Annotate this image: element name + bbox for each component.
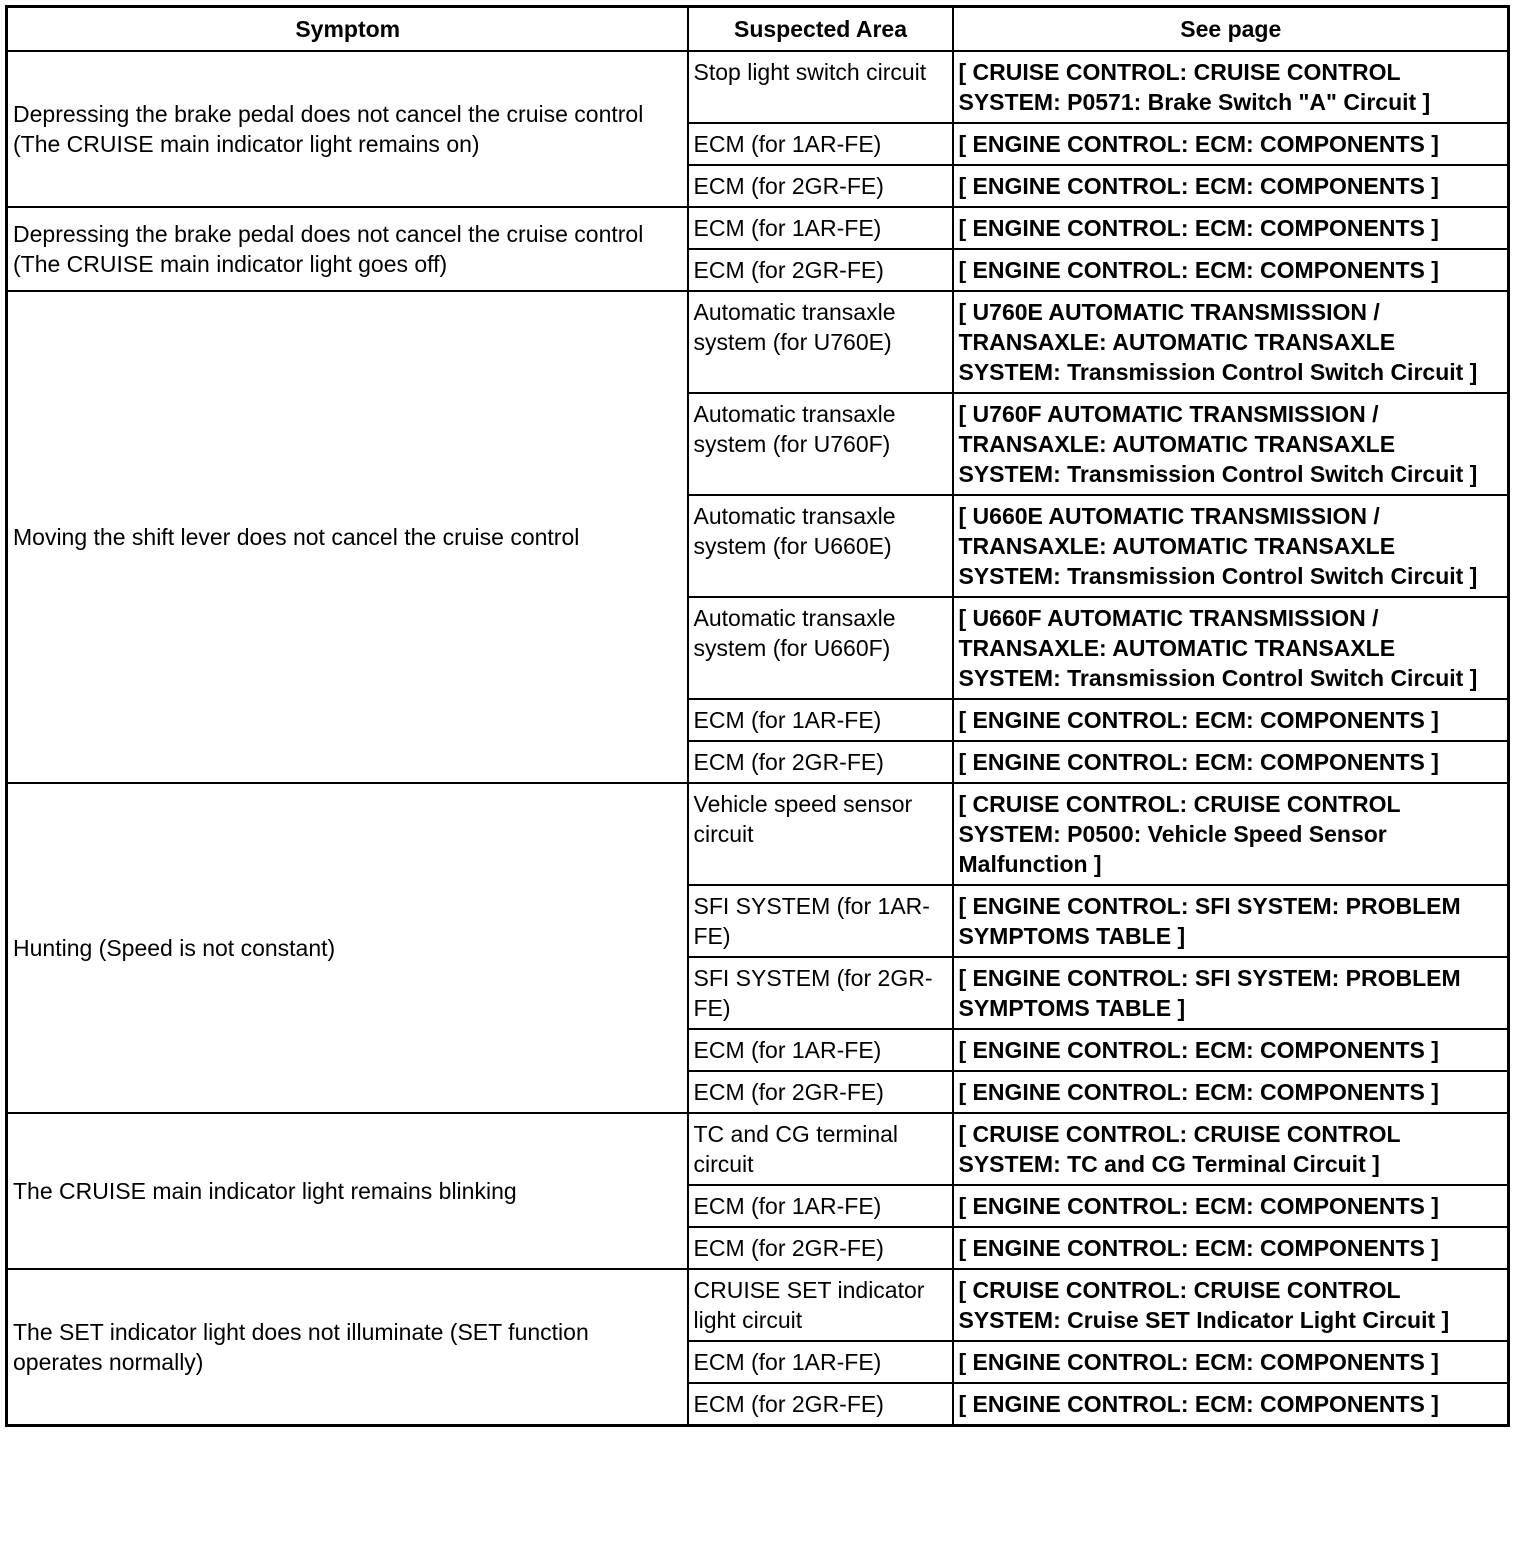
symptom-cell: The SET indicator light does not illuminate (SET function operates normally) xyxy=(7,1269,688,1426)
see-page-reference[interactable]: [ ENGINE CONTROL: SFI SYSTEM: PROBLEM SYMPTOMS TABLE ] xyxy=(953,957,1509,1029)
see-page-reference[interactable]: [ U660E AUTOMATIC TRANSMISSION / TRANSAXLE: AUTOMATIC TRANSAXLE SYSTEM: Transmission Control Switch Circuit ] xyxy=(953,495,1509,597)
table-row xyxy=(7,51,1509,123)
table-row xyxy=(7,1113,1509,1185)
problem-symptoms-table xyxy=(5,5,1510,1427)
symptom-cell: The CRUISE main indicator light remains blinking xyxy=(7,1113,688,1269)
suspected-area-cell: ECM (for 1AR-FE) xyxy=(688,699,953,741)
suspected-area-cell: CRUISE SET indicator light circuit xyxy=(688,1269,953,1341)
header-suspected-area: Suspected Area xyxy=(688,7,953,52)
suspected-area-cell: TC and CG terminal circuit xyxy=(688,1113,953,1185)
suspected-area-cell: SFI SYSTEM (for 2GR-FE) xyxy=(688,957,953,1029)
suspected-area-cell: ECM (for 2GR-FE) xyxy=(688,165,953,207)
table-body xyxy=(7,51,1509,1426)
suspected-area-cell: SFI SYSTEM (for 1AR-FE) xyxy=(688,885,953,957)
suspected-area-cell: Automatic transaxle system (for U660E) xyxy=(688,495,953,597)
see-page-reference[interactable]: [ ENGINE CONTROL: ECM: COMPONENTS ] xyxy=(953,1227,1509,1269)
suspected-area-cell: ECM (for 1AR-FE) xyxy=(688,1029,953,1071)
see-page-reference[interactable]: [ ENGINE CONTROL: ECM: COMPONENTS ] xyxy=(953,1383,1509,1426)
table-row xyxy=(7,783,1509,885)
problem-symptoms-table-container xyxy=(5,5,1507,1427)
suspected-area-cell: ECM (for 1AR-FE) xyxy=(688,1341,953,1383)
see-page-reference[interactable]: [ U660F AUTOMATIC TRANSMISSION / TRANSAXLE: AUTOMATIC TRANSAXLE SYSTEM: Transmission Control Switch Circuit ] xyxy=(953,597,1509,699)
see-page-reference[interactable]: [ ENGINE CONTROL: ECM: COMPONENTS ] xyxy=(953,123,1509,165)
suspected-area-cell: Vehicle speed sensor circuit xyxy=(688,783,953,885)
suspected-area-cell: Stop light switch circuit xyxy=(688,51,953,123)
suspected-area-cell: ECM (for 2GR-FE) xyxy=(688,1227,953,1269)
symptom-cell: Depressing the brake pedal does not cancel the cruise control (The CRUISE main indicator light goes off) xyxy=(7,207,688,291)
header-see-page: See page xyxy=(953,7,1509,52)
suspected-area-cell: ECM (for 2GR-FE) xyxy=(688,1383,953,1426)
see-page-reference[interactable]: [ CRUISE CONTROL: CRUISE CONTROL SYSTEM: P0500: Vehicle Speed Sensor Malfunction ] xyxy=(953,783,1509,885)
symptom-cell: Moving the shift lever does not cancel the cruise control xyxy=(7,291,688,783)
suspected-area-cell: ECM (for 1AR-FE) xyxy=(688,1185,953,1227)
see-page-reference[interactable]: [ ENGINE CONTROL: ECM: COMPONENTS ] xyxy=(953,207,1509,249)
table-header xyxy=(7,7,1509,52)
suspected-area-cell: Automatic transaxle system (for U760E) xyxy=(688,291,953,393)
suspected-area-cell: Automatic transaxle system (for U660F) xyxy=(688,597,953,699)
see-page-reference[interactable]: [ ENGINE CONTROL: ECM: COMPONENTS ] xyxy=(953,1071,1509,1113)
symptom-cell: Depressing the brake pedal does not cancel the cruise control (The CRUISE main indicator light remains on) xyxy=(7,51,688,207)
see-page-reference[interactable]: [ ENGINE CONTROL: SFI SYSTEM: PROBLEM SYMPTOMS TABLE ] xyxy=(953,885,1509,957)
suspected-area-cell: ECM (for 2GR-FE) xyxy=(688,741,953,783)
suspected-area-cell: Automatic transaxle system (for U760F) xyxy=(688,393,953,495)
see-page-reference[interactable]: [ ENGINE CONTROL: ECM: COMPONENTS ] xyxy=(953,249,1509,291)
see-page-reference[interactable]: [ CRUISE CONTROL: CRUISE CONTROL SYSTEM: P0571: Brake Switch "A" Circuit ] xyxy=(953,51,1509,123)
header-row xyxy=(7,7,1509,52)
see-page-reference[interactable]: [ ENGINE CONTROL: ECM: COMPONENTS ] xyxy=(953,1185,1509,1227)
see-page-reference[interactable]: [ ENGINE CONTROL: ECM: COMPONENTS ] xyxy=(953,165,1509,207)
table-row xyxy=(7,207,1509,249)
see-page-reference[interactable]: [ ENGINE CONTROL: ECM: COMPONENTS ] xyxy=(953,1029,1509,1071)
header-symptom: Symptom xyxy=(7,7,688,52)
suspected-area-cell: ECM (for 2GR-FE) xyxy=(688,1071,953,1113)
suspected-area-cell: ECM (for 1AR-FE) xyxy=(688,123,953,165)
see-page-reference[interactable]: [ ENGINE CONTROL: ECM: COMPONENTS ] xyxy=(953,699,1509,741)
see-page-reference[interactable]: [ U760E AUTOMATIC TRANSMISSION / TRANSAXLE: AUTOMATIC TRANSAXLE SYSTEM: Transmission Control Switch Circuit ] xyxy=(953,291,1509,393)
see-page-reference[interactable]: [ ENGINE CONTROL: ECM: COMPONENTS ] xyxy=(953,1341,1509,1383)
suspected-area-cell: ECM (for 1AR-FE) xyxy=(688,207,953,249)
table-row xyxy=(7,1269,1509,1341)
see-page-reference[interactable]: [ CRUISE CONTROL: CRUISE CONTROL SYSTEM: TC and CG Terminal Circuit ] xyxy=(953,1113,1509,1185)
see-page-reference[interactable]: [ CRUISE CONTROL: CRUISE CONTROL SYSTEM: Cruise SET Indicator Light Circuit ] xyxy=(953,1269,1509,1341)
see-page-reference[interactable]: [ ENGINE CONTROL: ECM: COMPONENTS ] xyxy=(953,741,1509,783)
symptom-cell: Hunting (Speed is not constant) xyxy=(7,783,688,1113)
table-row xyxy=(7,291,1509,393)
suspected-area-cell: ECM (for 2GR-FE) xyxy=(688,249,953,291)
see-page-reference[interactable]: [ U760F AUTOMATIC TRANSMISSION / TRANSAXLE: AUTOMATIC TRANSAXLE SYSTEM: Transmission Control Switch Circuit ] xyxy=(953,393,1509,495)
